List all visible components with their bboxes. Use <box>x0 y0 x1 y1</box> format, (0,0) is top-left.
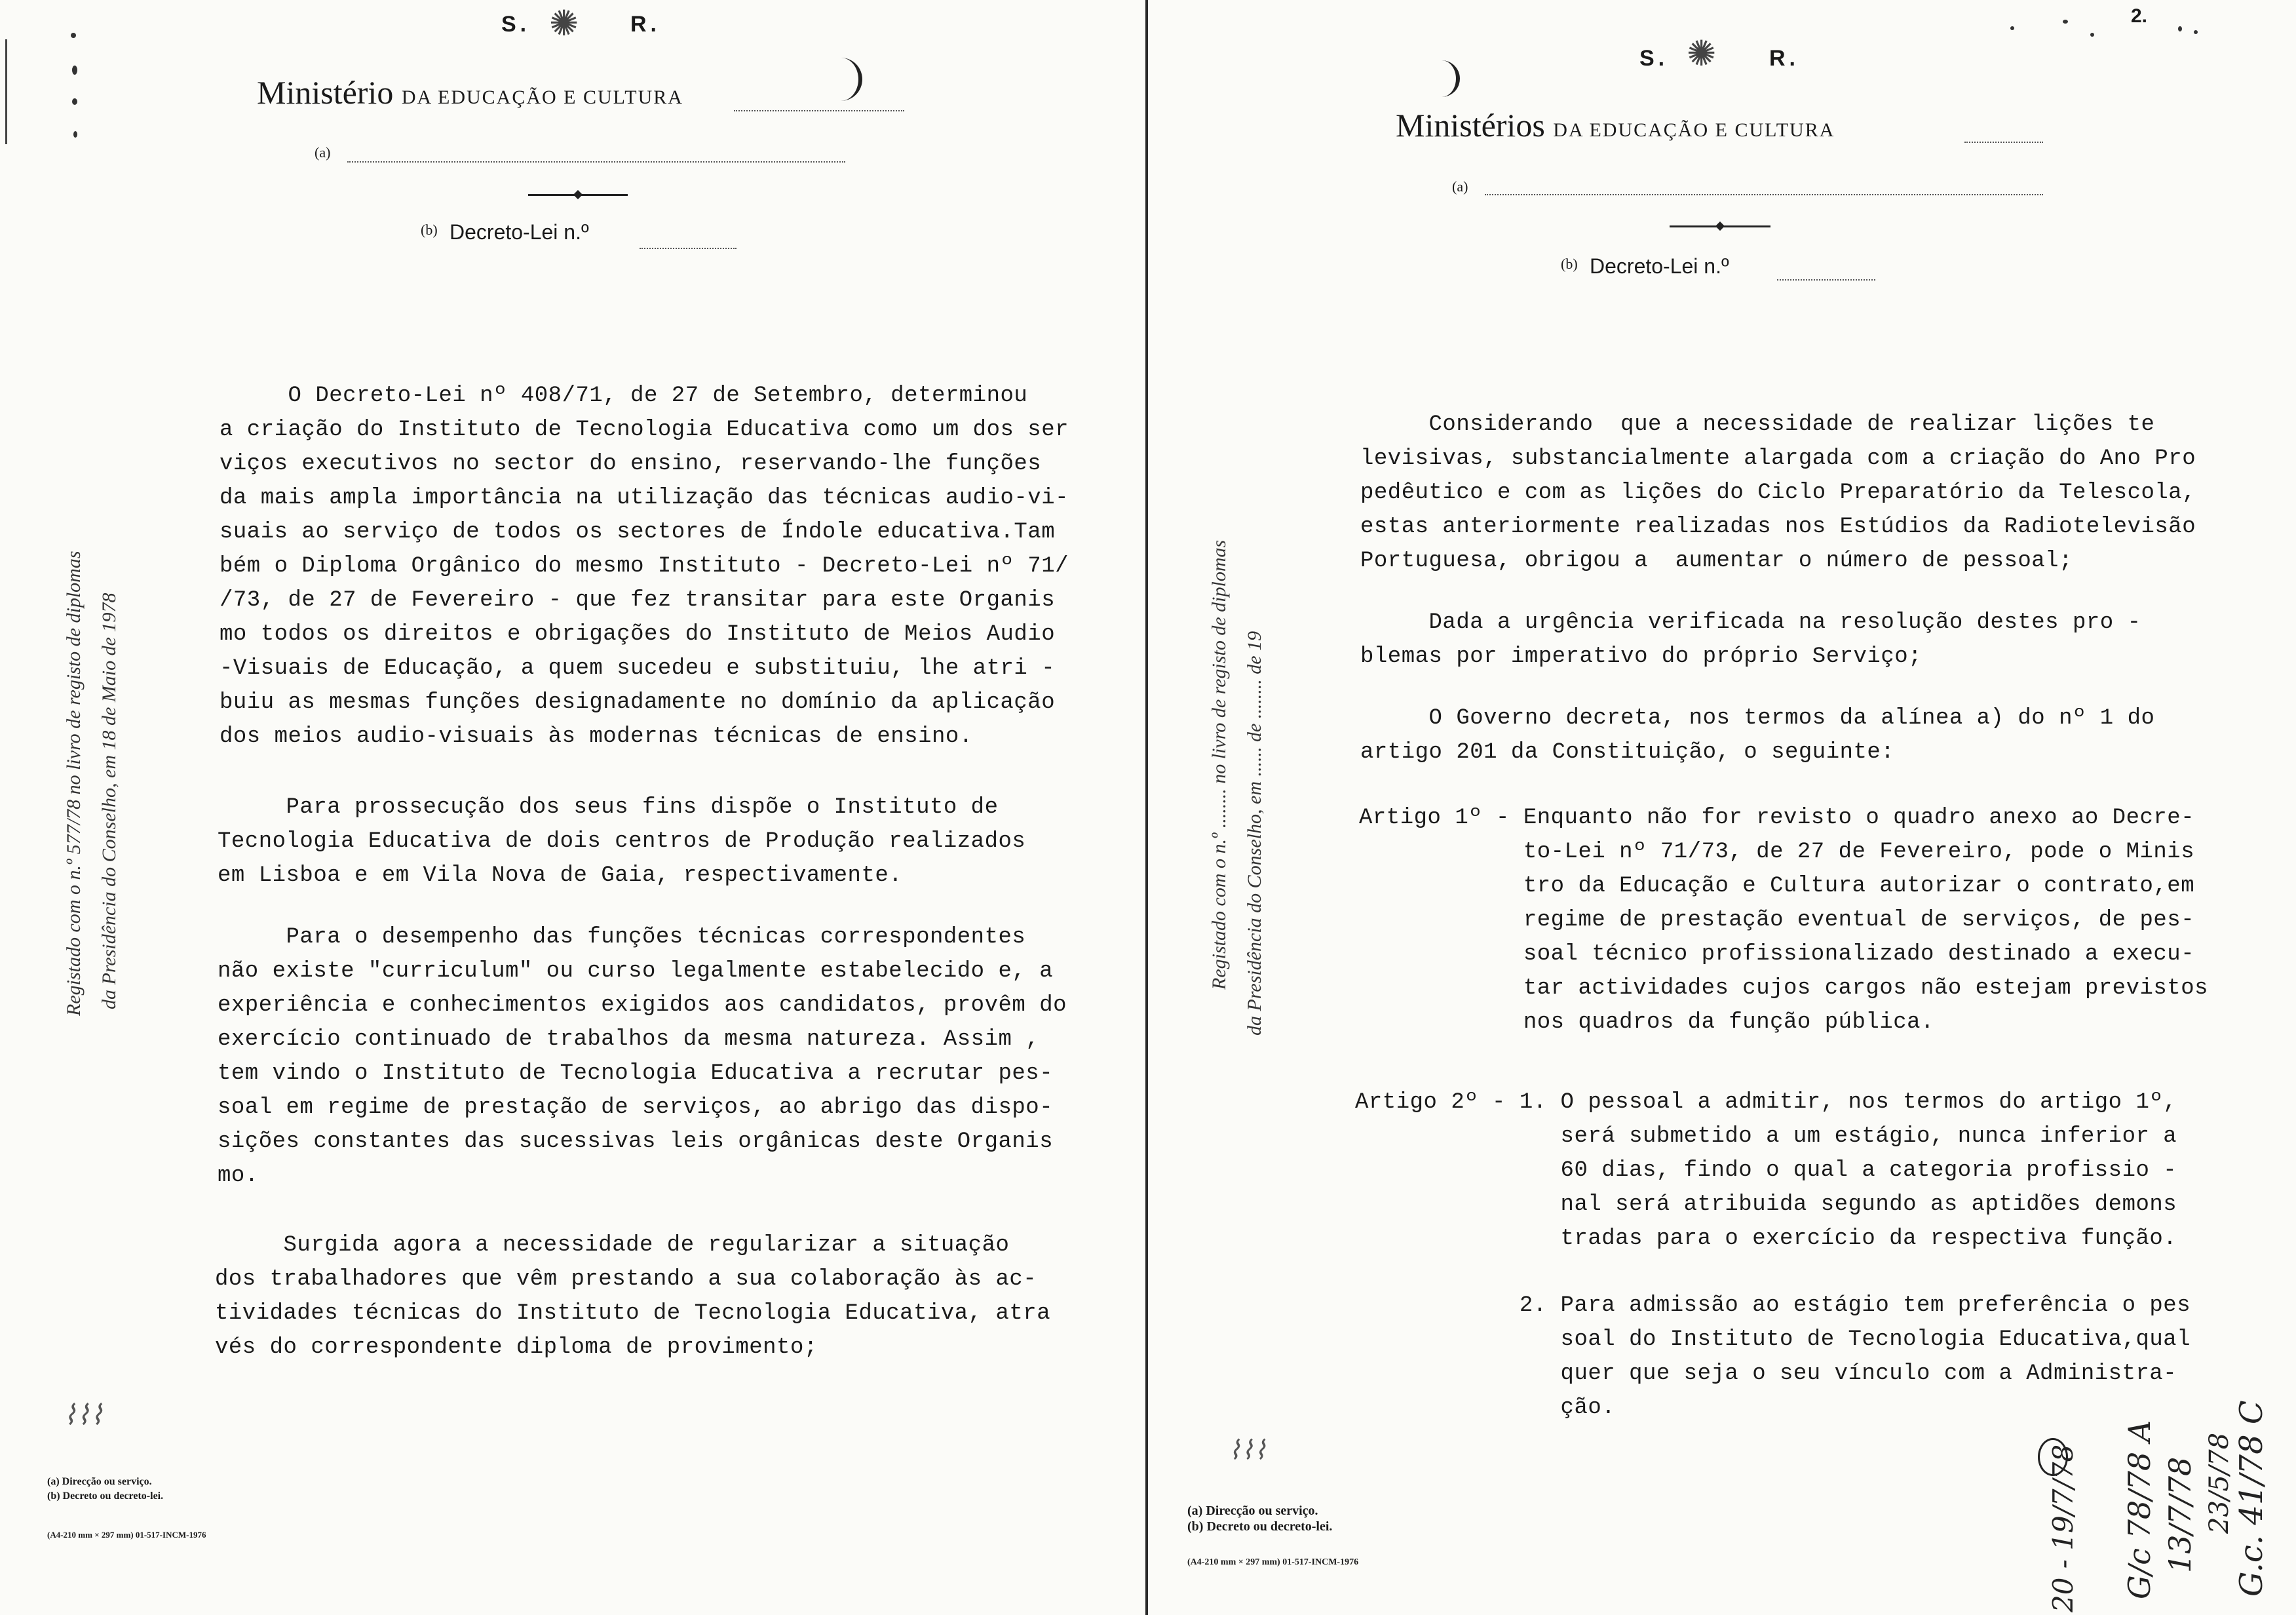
field-a-label: (a) <box>1452 178 1468 195</box>
footer-code: (A4-210 mm × 297 mm) 01-517-INCM-1976 <box>47 1530 206 1540</box>
ministry-dept: DA EDUCAÇÃO E CULTURA <box>401 87 683 108</box>
field-a-line <box>347 160 845 163</box>
field-b-label: (b) <box>421 222 438 238</box>
speck <box>73 131 77 138</box>
handwritten-note-3: 20 - 19/7/78 <box>2047 1444 2079 1612</box>
rule-diamond <box>1715 222 1725 231</box>
footnote-a: (a) Direcção ou serviço. <box>1187 1504 1318 1518</box>
paragraph-2: Dada a urgência verificada na resolução destes pro - blemas por imperativo do próprio Serviço; <box>1360 610 2141 669</box>
margin-registration-line1: Registado com o n.º ........ no livro de registo de diplomas <box>1208 539 1230 990</box>
crest-icon: ✺ <box>1687 34 1717 73</box>
field-a-line <box>1485 193 2043 195</box>
bracket-mark <box>1440 60 1460 97</box>
ministry-word: Ministério <box>257 74 394 111</box>
margin-registration-line2: da Presidência do Conselho, em ...... de ........ de 19 <box>1244 631 1265 1036</box>
article-2-item-1: Artigo 2º - 1. O pessoal a admitir, nos termos do artigo 1º, será submetido a um estágio, nunca inferior a 60 dias, findo o qual a categoria profissio - nal será atribuida segundo as aptidões demons tradas para o exercício da respectiva função. <box>1355 1090 2177 1251</box>
ministry-dept: DA EDUCAÇÃO E CULTURA <box>1553 119 1835 141</box>
decreto-number-line <box>1777 278 1875 281</box>
handwritten-note-2: 13/7/78 <box>2162 1456 2198 1573</box>
paragraph-3: Para o desempenho das funções técnicas correspondentes não existe "curriculum" ou curso legalmente estabelecido e, a experiência e conhecimentos exigidos aos candidatos, provêm do exercício continuado de trabalhos da mesma natureza. Assim , tem vindo o Instituto de Tecnologia Educativa a recrutar pes- soal em regime de prestação de serviços, ao abrigo das dispo- sições constantes das sucessivas leis orgânicas deste Organis mo. <box>218 925 1067 1188</box>
speck <box>2063 20 2068 24</box>
handwritten-note-1: G/c 78/78 A <box>2122 1420 2157 1599</box>
speck <box>2090 33 2094 37</box>
footnote-a: (a) Direcção ou serviço. <box>47 1476 152 1487</box>
speck <box>72 98 77 105</box>
decreto-label: Decreto-Lei n.º <box>1590 254 1729 278</box>
ministry-word: Ministérios <box>1396 107 1545 144</box>
ministry-dotted-line <box>734 109 904 111</box>
bracket-mark <box>839 58 862 101</box>
paragraph-3: O Governo decreta, nos termos da alínea a) do nº 1 do artigo 201 da Constituição, o seguinte: <box>1360 706 2155 765</box>
ministry-dotted-line <box>1964 140 2043 143</box>
edge-mark <box>5 39 7 144</box>
ministry-heading <box>257 73 683 111</box>
handwritten-note-5: 23/5/78 <box>2204 1432 2234 1534</box>
article-2-item-2: 2. Para admissão ao estágio tem preferência o pes soal do Instituto de Tecnologia Educativa,qual quer que seja o seu vínculo com a Administra- ção. <box>1519 1293 2191 1420</box>
decreto-number-line <box>640 246 737 249</box>
speck <box>2178 26 2182 31</box>
paragraph-1: O Decreto-Lei nº 408/71, de 27 de Setembro, determinou a criação do Instituto de Tecnologia Educativa como um dos ser viços executivos no sector do ensino, reservando-lhe funções da mais ampla importância na utilização das técnicas audio-vi- suais ao serviço de todos os sectores de Índole educativa.Tam bém o Diploma Orgânico do mesmo Instituto - Decreto-Lei nº 71/ /73, de 27 de Fevereiro - que fez transitar para este Organis mo todos os direitos e obrigações do Instituto de Meios Audio -Visuais de Educação, a quem sucedeu e substituiu, lhe atri - buiu as mesmas funções designadamente no domínio da aplicação dos meios audio-visuais às modernas técnicas de ensino. <box>220 383 1069 749</box>
right-page <box>1148 0 2296 1615</box>
article-1: Artigo 1º - Enquanto não for revisto o quadro anexo ao Decre- to-Lei nº 71/73, de 27 de Fevereiro, pode o Minis tro da Educação e Cultura autorizar o contrato,em regime de prestação eventual de serviços, de pes- soal técnico profissionalizado destinado a execu- tar actividades cujos cargos não estejam previstos nos quadros da função pública. <box>1359 806 2209 1035</box>
field-a-label: (a) <box>315 144 331 161</box>
handwritten-note-4: G.c. 41/78 C <box>2233 1400 2270 1597</box>
page-number: 2. <box>2131 5 2148 27</box>
margin-registration-line2: da Presidência do Conselho, em 18 de Maio de 1978 <box>98 593 120 1009</box>
paragraph-1: Considerando que a necessidade de realizar lições te levisivas, substancialmente alargada com a criação do Ano Pro pedêutico e com as lições do Ciclo Preparatório da Telescola, estas anteriormente realizadas nos Estúdios da Radiotelevisão Portuguesa, obrigou a aumentar o número de pessoal; <box>1360 412 2196 574</box>
speck <box>2010 26 2014 30</box>
paragraph-4: Surgida agora a necessidade de regularizar a situação dos trabalhadores que vêm prestando a sua colaboração às ac- tividades técnicas do Instituto de Tecnologia Educativa, atra vés do correspondente diploma de provimento; <box>215 1233 1051 1360</box>
crest-icon: ✺ <box>549 4 579 43</box>
sr-label-s: S. <box>1639 46 1669 71</box>
ministry-heading <box>1396 106 1835 144</box>
circled-number-ring <box>2038 1438 2068 1476</box>
sr-label-r: R. <box>630 12 660 37</box>
paragraph-2: Para prossecução dos seus fins dispõe o Instituto de Tecnologia Educativa de dois centros de Produção realizados em Lisboa e em Vila Nova de Gaia, respectivamente. <box>218 795 1026 888</box>
speck <box>71 33 76 38</box>
stamp-mark-icon: ⌇⌇⌇ <box>63 1399 104 1431</box>
speck <box>72 66 77 75</box>
footnote-b: (b) Decreto ou decreto-lei. <box>47 1490 164 1502</box>
rule-diamond <box>573 190 583 199</box>
sr-label-r: R. <box>1769 46 1799 71</box>
footer-code: (A4-210 mm × 297 mm) 01-517-INCM-1976 <box>1187 1557 1359 1567</box>
margin-registration-line1: Registado com o n.º 577/78 no livro de registo de diplomas <box>63 551 85 1016</box>
sr-label-s: S. <box>501 12 531 37</box>
speck <box>2194 30 2198 34</box>
stamp-mark-icon: ⌇⌇⌇ <box>1228 1435 1267 1466</box>
decreto-label: Decreto-Lei n.º <box>450 220 589 244</box>
footnote-b: (b) Decreto ou decreto-lei. <box>1187 1519 1333 1534</box>
field-b-label: (b) <box>1561 256 1578 272</box>
